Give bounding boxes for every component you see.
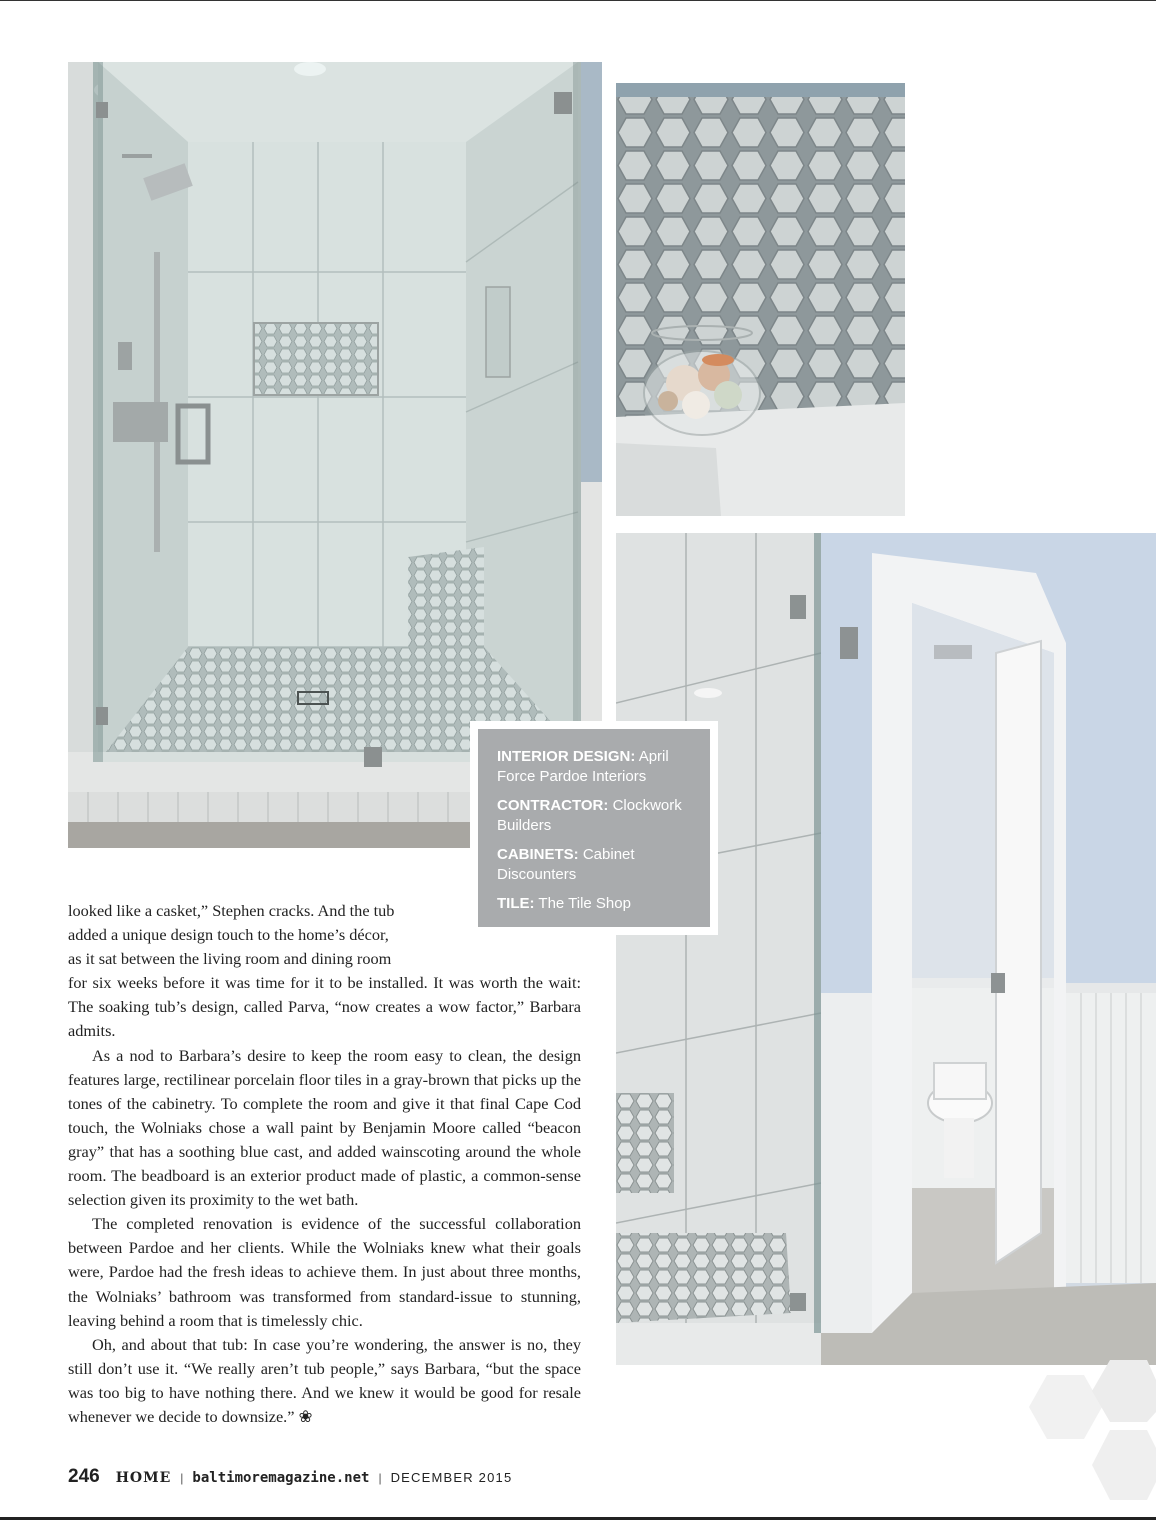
pocket-door-photo [616,533,1156,1365]
credit-label: INTERIOR DESIGN: [497,748,636,765]
credit-cabinets [497,845,700,885]
website-link[interactable]: baltimoremagazine.net [192,1470,370,1486]
article-paragraph: for six weeks before it was time for it to be installed. It was worth the wait: The soaking tub’s design, called Parva, “now creates a wow factor,” Barbara admits. [68,973,581,1041]
article-paragraph: The completed renovation is evidence of the successful collaboration between Pardoe and her clients. While the Wolniaks knew what their goals were, Pardoe had the fresh ideas to achieve them. In just about three months, the Wolniaks’ bathroom was transformed from standard-issue to stunning, leaving behind a room that is timelessly chic. [68,1214,581,1330]
pocket-door-illustration [616,533,1156,1365]
page-footer [68,1466,512,1492]
footer-separator: | [180,1471,184,1485]
issue-date: DECEMBER 2015 [390,1470,513,1485]
credit-label: TILE: [497,895,535,912]
article-wrapped-lines [68,899,444,971]
credit-value: Clockwork Builders [497,797,682,834]
page-number: 246 [68,1466,100,1487]
section-name: HOME [115,1470,172,1486]
credit-value: Cabinet Discounters [497,846,635,883]
article-paragraph: As a nod to Barbara’s desire to keep the room easy to clean, the design features large, rectilinear porcelain floor tiles in a gray-brown that picks up the tones of the cabinetry. To complete the room and give it that final Cape Cod touch, the Wolniaks chose a wall paint by Benjamin Moore called “beacon gray” that has a soothing blue cast, and added wainscoting around the whole room. The beadboard is an exterior product made of plastic, a common-sense selection given its proximity to the wet bath. [68,1045,581,1210]
top-rule [0,0,1156,1]
article-body [68,899,581,1429]
article-line: as it sat between the living room and dining room [68,949,392,969]
credit-interior-design [497,747,700,787]
shell-bowl-illustration [616,83,905,516]
shell-bowl-photo [616,83,905,516]
credit-label: CONTRACTOR: [497,797,609,814]
end-mark-icon: ❀ [298,1406,313,1426]
credit-contractor [497,796,700,836]
credits-panel [478,729,710,927]
hexagon-decoration [1022,1360,1156,1500]
article-paragraph [68,1333,581,1429]
footer-separator: | [378,1471,382,1485]
article-paragraph-text: Oh, and about that tub: In case you’re wondering, the answer is no, they still don’t use it. “We really aren’t tub people,” says Barbara, “but the space was too big to have nothing there. And we knew it would be good for resale whenever we decide to downsize.” [68,1334,581,1426]
article-line: added a unique design touch to the home’s décor, [68,925,389,945]
credit-value: April Force Pardoe Interiors [497,748,669,785]
credit-label: CABINETS: [497,846,579,863]
article-line: looked like a casket,” Stephen cracks. And the tub [68,901,395,920]
credit-value: The Tile Shop [538,895,631,912]
